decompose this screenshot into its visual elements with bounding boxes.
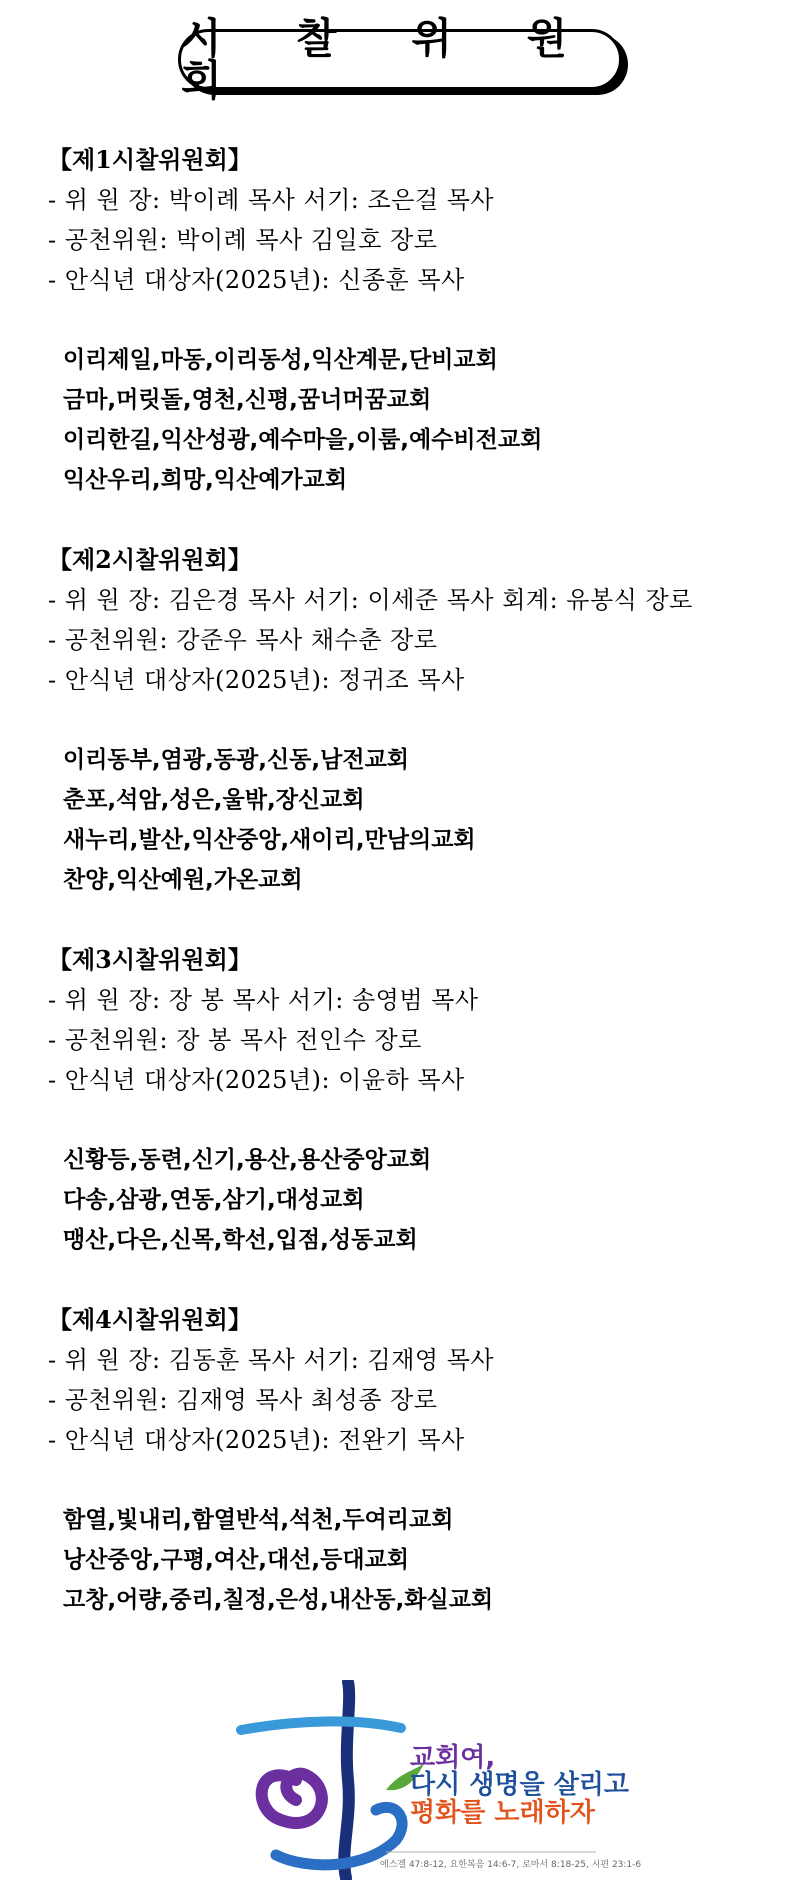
- chair-line: - 위 원 장: 장 봉 목사 서기: 송영범 목사: [48, 986, 479, 1014]
- page-title: 시 찰 위 원 회: [181, 13, 598, 105]
- committee-section-1: [48, 140, 788, 500]
- church-list-line: 금마,머릿돌,영천,신평,꿈너머꿈교회: [63, 387, 432, 413]
- church-list-line: 함열,빛내리,함열반석,석천,두여리교회: [63, 1507, 454, 1533]
- church-list-line: 낭산중앙,구평,여산,대선,등대교회: [63, 1547, 410, 1573]
- committee-section-4: [48, 1300, 788, 1620]
- church-list-line: 다송,삼광,연동,삼기,대성교회: [63, 1187, 365, 1213]
- slogan-line-3: 평화를 노래하자: [410, 1797, 595, 1828]
- chair-line: - 위 원 장: 김동훈 목사 서기: 김재영 목사: [48, 1346, 495, 1374]
- sabbatical-line: - 안식년 대상자(2025년): 정귀조 목사: [48, 666, 465, 694]
- church-list-line: 신황등,동련,신기,용산,용산중앙교회: [63, 1147, 432, 1173]
- section-heading: 【제1시찰위원회】: [48, 145, 252, 174]
- nomination-line: - 공천위원: 강준우 목사 채수춘 장로: [48, 626, 438, 654]
- church-list-line: 찬양,익산예원,가온교회: [63, 867, 303, 893]
- chair-line: - 위 원 장: 김은경 목사 서기: 이세준 목사 회계: 유봉식 장로: [48, 586, 693, 614]
- slogan-line-1: 교회여,: [410, 1743, 496, 1773]
- church-list-line: 춘포,석암,성은,울밖,장신교회: [63, 787, 365, 813]
- committee-section-3: [48, 940, 788, 1260]
- church-list-line: 이리동부,염광,동광,신동,남전교회: [63, 747, 410, 773]
- title-box: [178, 13, 622, 105]
- chair-line: - 위 원 장: 박이례 목사 서기: 조은걸 목사: [48, 186, 495, 214]
- nomination-line: - 공천위원: 박이례 목사 김일호 장로: [48, 226, 438, 254]
- church-list-line: 이리한길,익산성광,예수마을,이룸,예수비전교회: [63, 427, 543, 453]
- committee-section-2: [48, 540, 788, 900]
- logo-slogan: [410, 1745, 629, 1827]
- section-heading: 【제4시찰위원회】: [48, 1305, 252, 1334]
- sabbatical-line: - 안식년 대상자(2025년): 신종훈 목사: [48, 266, 465, 294]
- sabbatical-line: - 안식년 대상자(2025년): 전완기 목사: [48, 1426, 465, 1454]
- scripture-reference: 에스겔 47:8-12, 요한복음 14:6-7, 로마서 8:18-25, 시편 23:1-6: [380, 1860, 642, 1870]
- church-list-line: 이리제일,마동,이리동성,익산계문,단비교회: [63, 347, 498, 373]
- church-list-line: 고창,어량,중리,칠정,은성,내산동,화실교회: [63, 1587, 494, 1613]
- slogan-line-2: 다시 생명을 살리고: [410, 1770, 630, 1801]
- nomination-line: - 공천위원: 김재영 목사 최성종 장로: [48, 1386, 438, 1414]
- sabbatical-line: - 안식년 대상자(2025년): 이윤하 목사: [48, 1066, 465, 1094]
- section-heading: 【제2시찰위원회】: [48, 545, 252, 574]
- church-list-line: 맹산,다은,신목,학선,입점,성동교회: [63, 1227, 418, 1253]
- section-heading: 【제3시찰위원회】: [48, 945, 252, 974]
- church-list-line: 익산우리,희망,익산예가교회: [63, 467, 348, 493]
- church-list-line: 새누리,발산,익산중앙,새이리,만남의교회: [63, 827, 476, 853]
- nomination-line: - 공천위원: 장 봉 목사 전인수 장로: [48, 1026, 422, 1054]
